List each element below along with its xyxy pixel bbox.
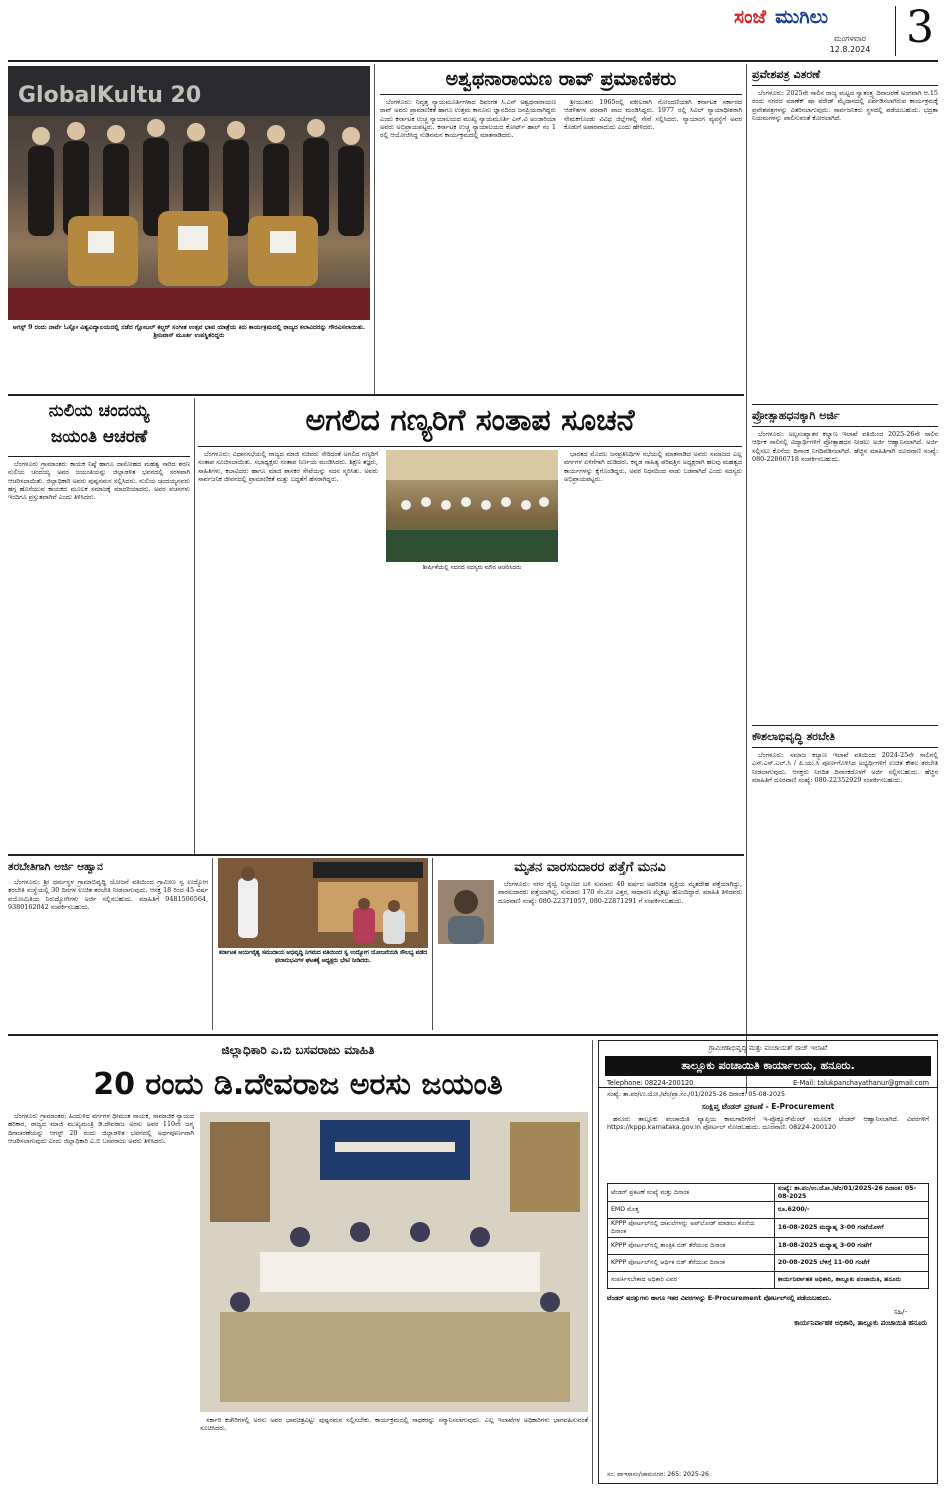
brand-sanje: ಸಂಜೆ bbox=[734, 6, 767, 28]
tender-row-label: KPPP ಪೋರ್ಟಲ್‌ನಲ್ಲಿ ಆರ್ಥಿಕ ಬಿಡ್ ತೆರೆಯುವ ದಿನಾಂಕ bbox=[608, 1255, 775, 1272]
brand-mugilu: ಮುಗಿಲು bbox=[775, 6, 828, 28]
tender-row-value: 20-08-2025 ಬೆಳಿಗ್ಗೆ 11-00 ಗಂಟೆಗೆ bbox=[774, 1255, 928, 1272]
masthead-date: 12.8.2024 bbox=[829, 45, 871, 54]
tender-row-label: EMD ಮೊತ್ತ bbox=[608, 1202, 775, 1219]
main-body-col3 bbox=[564, 450, 742, 850]
tender-sign: ಸಹಿ/- bbox=[893, 1308, 907, 1317]
devaraj-body-col2 bbox=[200, 1416, 588, 1484]
tender-para: ಹನೂರು ತಾಲ್ಲೂಕು ಪಂಚಾಯಿತಿ ವ್ಯಾಪ್ತಿಯ ಕಾಮಗಾರಿಗಳಿಗೆ ಇ-ಪ್ರೊಕ್ಯೂರ್‌ಮೆಂಟ್ ಮೂಲಕ ಟೆಂಡರ್ ಆಹ್ವಾನಿಸಲಾಗಿದೆ. ವಿವರಗಳಿಗೆ https://kppp.karnataka.gov.in ಪೋರ್ಟಲ್ ನೋಡಬಹುದು. ದೂರವಾಣಿ: 08224-200120 bbox=[607, 1115, 929, 1132]
missing-person-image bbox=[438, 880, 494, 944]
skill-training-para: ಬೆಂಗಳೂರು: ಸಮಾಜ ಕಲ್ಯಾಣ ಇಲಾಖೆ ವತಿಯಿಂದ 2024-25ನೇ ಸಾಲಿನಲ್ಲಿ ಎಸ್.ಎಸ್.ಎಲ್.ಸಿ / ಪಿ.ಯು.ಸಿ ಪೂರ್ಣಗೊಳಿಸಿದ ಅಭ್ಯರ್ಥಿಗಳಿಗೆ ಉಚಿತ ಕೌಶಲ ತರಬೇತಿ ನೀಡಲಾಗುವುದು. ಆಸಕ್ತರು ನಿಗದಿತ ದಿನಾಂಕದೊಳಗೆ ಅರ್ಜಿ ಸಲ್ಲಿಸಬಹುದು. ಹೆಚ್ಚಿನ ಮಾಹಿತಿಗೆ ದೂರವಾಣಿ ಸಂಖ್ಯೆ: 080-22352929 ಸಂಪರ್ಕಿಸಬಹುದು. bbox=[752, 751, 938, 784]
mrutha-photo bbox=[438, 880, 494, 944]
center-photo bbox=[218, 858, 428, 948]
mrutha-para: ಬೆಂಗಳೂರು: ನಗರ ರೈಲ್ವೆ ನಿಲ್ದಾಣದ ಬಳಿ ಸುಮಾರು 40 ವರ್ಷದ ಅಪರಿಚಿತ ವ್ಯಕ್ತಿಯ ಮೃತದೇಹ ಪತ್ತೆಯಾಗಿದ್ದು, ವಾರಸುದಾರರು ಪತ್ತೆಯಾಗಿಲ್ಲ. ಸುಮಾರು 170 ಸೆಂ.ಮೀ ಎತ್ತರ, ಸಾಧಾರಣ ಮೈಕಟ್ಟು ಹೊಂದಿದ್ದಾರೆ. ಮಾಹಿತಿ ತಿಳಿದವರು ದೂರವಾಣಿ ಸಂಖ್ಯೆ: 080-22371057, 080-22871291 ಗೆ ಸಂಪರ್ಕಿಸಬಹುದು. bbox=[498, 880, 742, 905]
top-photo bbox=[8, 66, 370, 320]
tender-row-label: KPPP ಪೋರ್ಟಲ್‌ನಲ್ಲಿ ತಾಂತ್ರಿಕ ಬಿಡ್ ತೆರೆಯುವ ದಿನಾಂಕ bbox=[608, 1238, 775, 1255]
right-column bbox=[752, 64, 938, 1094]
tender-org: ಗ್ರಾಮೀಣಾಭಿವೃದ್ಧಿ ಮತ್ತು ಪಂಚಾಯತ್ ರಾಜ್ ಇಲಾಖೆ bbox=[708, 1044, 828, 1052]
training-body bbox=[8, 878, 208, 1028]
tender-telephone: Telephone: 08224-200120 bbox=[607, 1079, 694, 1087]
assembly-hall-image bbox=[386, 450, 558, 562]
page-number: 3 bbox=[906, 2, 934, 53]
tender-email: E-Mail: talukpanchayathanur@gmail.com bbox=[793, 1079, 929, 1087]
meeting-hall-image bbox=[200, 1112, 588, 1412]
ashwath-headline: ಅಶ್ವಥನಾರಾಯಣ ರಾವ್ ಪ್ರಮಾಣಿಕರು bbox=[445, 68, 677, 90]
tender-dipr: ಸಂ: ವಾಇಸಾಸಂ/ಚಾಮನಗರ: 265: 2025-26 bbox=[607, 1471, 709, 1478]
main-body-col1 bbox=[198, 450, 378, 850]
tender-notice bbox=[598, 1040, 938, 1484]
tender-row-value: ರೂ.6200/- bbox=[774, 1202, 928, 1219]
tender-ref: ಸಂಖ್ಯೆ: ತಾ.ಪಂ/ಉ.ಯೋ./ಟೆಂ/ಪ್ರಾ.ಸಂ./01/2025-26 ದಿನಾಂಕ: 05-08-2025 bbox=[607, 1091, 785, 1098]
svg-text:GlobalKultu 20: GlobalKultu 20 bbox=[18, 83, 202, 108]
ashwath-body-col1 bbox=[380, 98, 556, 390]
assembly-photo-caption: ಶೀರ್ಷಿಕೆಯಲ್ಲಿ ಸದನದ ಸದಸ್ಯರು ಮೌನ ಆಚರಿಸಿದರು bbox=[422, 564, 522, 571]
tender-row bbox=[608, 1184, 929, 1202]
masthead-brand-logo bbox=[734, 6, 894, 34]
nuliya-headline bbox=[8, 398, 190, 454]
mrutha-headline: ಮೃತನ ವಾರಸುದಾರರ ಪತ್ತೆಗೆ ಮನವಿ bbox=[514, 860, 666, 875]
main-para: ಭಾರತದ ಮೊದಲ ಜನಪ್ರತಿನಿಧಿಗಳ ಸಭೆಯಲ್ಲಿ ಮಾತನಾಡಿದ ಅವರು ಸಮಾಜದ ಎಲ್ಲ ವರ್ಗಗಳ ಏಳಿಗೆಗಾಗಿ ದುಡಿದರು. ಕನ್ನಡ ಸಾಹಿತ್ಯ ಪರಿಷತ್ತಿನ ಅಧ್ಯಕ್ಷರಾಗಿ ಹಲವು ಮಹತ್ವದ ಕಾರ್ಯಗಳನ್ನು ಕೈಗೊಂಡಿದ್ದರು. ಅವರ ನಿಧನದಿಂದ ನಾಡು ಬಡವಾಗಿದೆ ಎಂದು ಸದಸ್ಯರು ಅಭಿಪ್ರಾಯಪಟ್ಟರು. bbox=[564, 450, 742, 483]
training-headline: ತರಬೇತಿಗಾಗಿ ಅರ್ಜಿ ಆಹ್ವಾನ bbox=[8, 861, 103, 873]
nuliya-headline-line2: ಜಯಂತಿ ಆಚರಣೆ bbox=[50, 427, 148, 447]
entry-pass-heading: ಪ್ರವೇಶಪತ್ರ ವಿತರಣೆ bbox=[752, 64, 938, 86]
tender-table-wrap bbox=[599, 1179, 937, 1289]
ashwath-para: ಶ್ರೀಯುತರು 1965ರಲ್ಲಿ ವಕೀಲರಾಗಿ ನೋಂದಣಿಯಾಗಿ ಕರ್ನಾಟಕ ಸರ್ಕಾರದ ಆಡಳಿತಗಳ ಪರವಾಗಿ ವಾದ ಮಂಡಿಸಿದ್ದರು. 1977 ರಲ್ಲಿ ಸಿವಿಲ್ ನ್ಯಾಯಾಧೀಶರಾಗಿ ನೇಮಕಗೊಂಡು ವಿವಿಧ ಜಿಲ್ಲೆಗಳಲ್ಲಿ ಸೇವೆ ಸಲ್ಲಿಸಿದರು. ನ್ಯಾಯಾಂಗ ವ್ಯವಸ್ಥೆಗೆ ಅವರ ಕೊಡುಗೆ ಅಪಾರವಾದುದು ಎಂದು ಹೇಳಿದರು. bbox=[564, 98, 742, 131]
ashwath-para: ಬೆಂಗಳೂರು: ನಿವೃತ್ತ ನ್ಯಾಯಮೂರ್ತಿಗಳಾದ ದಿವಂಗತ ಸಿ.ಎನ್ ಅಶ್ವಥನಾರಾಯಣ ರಾವ್ ಅವರು ಪ್ರಾಮಾಣಿಕತೆ ಹಾಗೂ ಉತ್ತಮ ಕಾನೂನು ಜ್ಞಾನದಿಂದ ಜನಪ್ರಿಯರಾಗಿದ್ದರು ಎಂದು ಕರ್ನಾಟಕ ಉಚ್ಚ ನ್ಯಾಯಾಲಯದ ಮುಖ್ಯ ನ್ಯಾಯಮೂರ್ತಿ ಎನ್.ವಿ ಅಂಜಾರಿಯಾ ಅವರು ಅಭಿಪ್ರಾಯಪಟ್ಟರು. ಕರ್ನಾಟಕ ಉಚ್ಚ ನ್ಯಾಯಾಲಯದ ಕೋರ್ಟ್ ಹಾಲ್ ನಂ 1 ರಲ್ಲಿ ಆಯೋಜಿಸಿದ್ದ ನುಡಿನಮನ ಕಾರ್ಯಕ್ರಮದಲ್ಲಿ ಮಾತನಾಡಿದರು. bbox=[380, 98, 556, 140]
tender-row-value: ಕಾರ್ಯನಿರ್ವಾಹಕ ಅಧಿಕಾರಿ, ತಾಲ್ಲೂಕು ಪಂಚಾಯಿತಿ, ಹನೂರು bbox=[774, 1272, 928, 1289]
tender-row bbox=[608, 1255, 929, 1272]
tender-row-value: ಸಂಖ್ಯೆ: ತಾ.ಪಂ/ಉ.ಯೋ./ಟೆಂ/01/2025-26 ದಿನಾಂಕ: 05-08-2025 bbox=[774, 1184, 928, 1202]
tender-title: ಸಂಕ್ಷಿಪ್ತ ಟೆಂಡರ್ ಪ್ರಕಟಣೆ - E-Procurement bbox=[701, 1102, 835, 1111]
tender-row-label: ಸಂಪರ್ಕಿಸಬೇಕಾದ ಅಧಿಕಾರಿ ವಿವರ bbox=[608, 1272, 775, 1289]
tender-row-label: ಟೆಂಡರ್ ಪ್ರಕಟಣೆ ಸಂಖ್ಯೆ ಮತ್ತು ದಿನಾಂಕ bbox=[608, 1184, 775, 1202]
center-photo-caption: ಕರ್ನಾಟಕ ಆರ್ಯವೈಶ್ಯ ಸಮುದಾಯ ಅಭಿವೃದ್ಧಿ ನಿಗಮದ ವತಿಯಿಂದ ಸ್ವ ಉದ್ಯೋಗ ಯೋಜನೆಯಡಿ ಸೌಲಭ್ಯ ಪಡೆದ ಫಲಾನುಭವಿಗಳ ಘಟಕಕ್ಕೆ ಅಧ್ಯಕ್ಷರು ಭೇಟಿ ನೀಡಿದರು. bbox=[218, 950, 428, 964]
ashwath-body-col2 bbox=[564, 98, 742, 390]
skill-training-heading: ಕೌಶಲಾಭಿವೃದ್ಧಿ ತರಬೇತಿ bbox=[752, 725, 938, 748]
tender-table bbox=[607, 1183, 929, 1289]
incentive-heading: ಪ್ರೋತ್ಸಾಹಧನಕ್ಕಾಗಿ ಅರ್ಜಿ bbox=[752, 404, 938, 427]
nuliya-headline-line1: ನುಲಿಯ ಚಂದಯ್ಯ bbox=[48, 401, 150, 421]
main-para: ಬೆಂಗಳೂರು: ವಿಧಾನಸಭೆಯಲ್ಲಿ ರಾಜ್ಯದ ಮಾಜಿ ಸಚಿವರು ಸೇರಿದಂತೆ ಅಗಲಿದ ಗಣ್ಯರಿಗೆ ಸಂತಾಪ ಸೂಚಿಸಲಾಯಿತು. ಸಭಾಧ್ಯಕ್ಷರು ಸಂತಾಪ ನಿರ್ಣಯ ಮಂಡಿಸಿದರು. ಶಿಕ್ಷಣ ತಜ್ಞರು, ಸಾಹಿತಿಗಳು, ಕಲಾವಿದರು ಹಾಗೂ ಮಾಜಿ ಶಾಸಕರ ಸೇವೆಯನ್ನು ಸದನ ಸ್ಮರಿಸಿತು. ಅವರು ಸಾರ್ವಜನಿಕ ಜೀವನದಲ್ಲಿ ಪ್ರಾಮಾಣಿಕತೆ ಮತ್ತು ಬದ್ಧತೆಗೆ ಹೆಸರಾಗಿದ್ದರು. bbox=[198, 450, 378, 483]
award-ceremony-image bbox=[8, 66, 370, 320]
nuliya-body bbox=[8, 460, 190, 850]
devaraj-headline: 20 ರಂದು ಡಿ.ದೇವರಾಜ ಅರಸು ಜಯಂತಿ bbox=[93, 1067, 503, 1102]
tender-signatory: ಕಾರ್ಯನಿರ್ವಾಹಕ ಅಧಿಕಾರಿ, ತಾಲ್ಲೂಕು ಪಂಚಾಯಿತಿ ಹನೂರು bbox=[794, 1319, 927, 1328]
tender-footer: ಟೆಂಡರ್ ಷರತ್ತುಗಳು ಹಾಗೂ ಇತರ ವಿವರಗಳನ್ನು E-Procurement ಪೋರ್ಟಲ್‌ನಲ್ಲಿ ಪಡೆಯಬಹುದು. bbox=[607, 1294, 832, 1302]
entry-pass-body bbox=[752, 89, 938, 404]
training-para: ಬೆಂಗಳೂರು: ಶ್ರೀ ಧರ್ಮಸ್ಥಳ ಗ್ರಾಮಾಭಿವೃದ್ಧಿ ಯೋಜನೆ ವತಿಯಿಂದ ಗ್ರಾಮೀಣ ಸ್ವ ಉದ್ಯೋಗ ತರಬೇತಿ ಸಂಸ್ಥೆಯಲ್ಲಿ 30 ದಿನಗಳ ಉಚಿತ ತರಬೇತಿ ನೀಡಲಾಗುವುದು. ಆಸಕ್ತ 18 ರಿಂದ 45 ವರ್ಷ ವಯೋಮಿತಿಯ ನಿರುದ್ಯೋಗಿಗಳು ಅರ್ಜಿ ಸಲ್ಲಿಸಬಹುದು. ಮಾಹಿತಿಗೆ 9481506564, 9380162042 ಸಂಪರ್ಕಿಸಬಹುದು. bbox=[8, 878, 208, 911]
tender-row bbox=[608, 1272, 929, 1289]
devaraj-photo bbox=[200, 1112, 588, 1412]
tender-office: ತಾಲ್ಲೂಕು ಪಂಚಾಯಿತಿ ಕಾರ್ಯಾಲಯ, ಹನೂರು. bbox=[605, 1056, 931, 1076]
top-photo-caption: ಆಗಸ್ಟ್ 9 ರಂದು ನಾರ್ವೆ ಓಸ್ಲೋ ವಿಶ್ವವಿದ್ಯಾಲಯದಲ್ಲಿ ನಡೆದ ಗ್ಲೋಬಲ್ ಕಲ್ಚರ್ ಸಂಗೀತ ಉತ್ಸವ ಭಾವ ಯಾತ್ರೆಯ ಕಿರು ಕಾರ್ಯಕ್ರಮದಲ್ಲಿ ರಾಜ್ಯದ ಕಲಾವಿದರನ್ನು ಗೌರವಿಸಲಾಯಿತು. ಶ್ರೀನಿವಾಸ್ ಮೂರ್ತಿ ಉಪಸ್ಥಿತರಿದ್ದರು bbox=[12, 324, 366, 340]
shop-visit-image bbox=[218, 858, 428, 948]
mrutha-body bbox=[498, 880, 742, 1030]
masthead bbox=[0, 0, 945, 60]
masthead-day: ಮಂಗಳವಾರ bbox=[833, 34, 866, 43]
devaraj-para: ಬೆಂಗಳೂರು ಗ್ರಾಮಾಂತರ: ಹಿಂದುಳಿದ ವರ್ಗಗಳ ಧೀಮಂತ ನಾಯಕ, ಸಾಮಾಜಿಕ ನ್ಯಾಯದ ಹರಿಕಾರ, ರಾಜ್ಯದ ಮಾಜಿ ಮುಖ್ಯಮಂತ್ರಿ ಡಿ.ದೇವರಾಜ ಅರಸು ಅವರ 110ನೇ ಜನ್ಮ ದಿನಾಚರಣೆಯನ್ನು ಆಗಸ್ಟ್ 20 ರಂದು ಜಿಲ್ಲಾಡಳಿತ ಭವನದಲ್ಲಿ ಅರ್ಥಪೂರ್ಣವಾಗಿ ಆಚರಿಸಲಾಗುವುದು ಎಂದು ಜಿಲ್ಲಾಧಿಕಾರಿ ಎ.ಬಿ ಬಸವರಾಜು ಅವರು ತಿಳಿಸಿದರು. bbox=[8, 1112, 194, 1145]
nuliya-para: ಬೆಂಗಳೂರು ಗ್ರಾಮಾಂತರ: ಕಾಯಕ ನಿಷ್ಠೆ ಹಾಗೂ ದಾಸೋಹದ ಮಹತ್ವ ಸಾರಿದ ಶರಣ ನುಲಿಯ ಚಂದಯ್ಯ ಅವರ ಜಯಂತಿಯನ್ನು ಜಿಲ್ಲಾಡಳಿತ ಭವನದಲ್ಲಿ ಸರಳವಾಗಿ ಆಚರಿಸಲಾಯಿತು. ಜಿಲ್ಲಾಧಿಕಾರಿ ಅವರು ಪುಷ್ಪನಮನ ಸಲ್ಲಿಸಿದರು. ನುಲಿಯ ಚಂದಯ್ಯನವರು ಹಗ್ಗ ಹೊಸೆಯುವ ಕಾಯಕದ ಮೂಲಕ ಸಮಾಜಕ್ಕೆ ಮಾದರಿಯಾದರು. ಅವರ ವಚನಗಳು ಇಂದಿಗೂ ಪ್ರಸ್ತುತವಾಗಿವೆ ಎಂದು ತಿಳಿಸಿದರು. bbox=[8, 460, 190, 502]
assembly-photo bbox=[386, 450, 558, 562]
tender-row-value: 16-08-2025 ಮಧ್ಯಾಹ್ನ 3-00 ಗಂಟೆಯೊಳಗೆ bbox=[774, 1219, 928, 1238]
devaraj-kicker: ಜಿಲ್ಲಾಧಿಕಾರಿ ಎ.ಬಿ ಬಸವರಾಜು ಮಾಹಿತಿ bbox=[221, 1043, 375, 1057]
tender-body bbox=[599, 1115, 937, 1179]
incentive-para: ಬೆಂಗಳೂರು: ಅಲ್ಪಸಂಖ್ಯಾತರ ಕಲ್ಯಾಣ ಇಲಾಖೆ ವತಿಯಿಂದ 2025-26ನೇ ಸಾಲಿನ ಆರ್ಥಿಕ ಸಾಲಿನಲ್ಲಿ ವಿದ್ಯಾರ್ಥಿಗಳಿಗೆ ಪ್ರೋತ್ಸಾಹಧನ ನೀಡಲು ಅರ್ಜಿ ಆಹ್ವಾನಿಸಲಾಗಿದೆ. ಅರ್ಜಿ ಸಲ್ಲಿಸಲು ಕೊನೆಯ ದಿನಾಂಕ ನಿಗದಿಪಡಿಸಲಾಗಿದೆ. ಹೆಚ್ಚಿನ ಮಾಹಿತಿಗಾಗಿ ದೂರವಾಣಿ ಸಂಖ್ಯೆ: 080-22866718 ಸಂಪರ್ಕಿಸಬಹುದು. bbox=[752, 430, 938, 463]
tender-row bbox=[608, 1238, 929, 1255]
skill-training-body bbox=[752, 751, 938, 1081]
tender-row-label: KPPP ಪೋರ್ಟಲ್‌ನಲ್ಲಿ ದಾಖಲೆಗಳನ್ನು ಅಪ್‌ಲೋಡ್ ಮಾಡಲು ಕೊನೆಯ ದಿನಾಂಕ bbox=[608, 1219, 775, 1238]
incentive-body bbox=[752, 430, 938, 725]
tender-row bbox=[608, 1219, 929, 1238]
main-headline: ಅಗಲಿದ ಗಣ್ಯರಿಗೆ ಸಂತಾಪ ಸೂಚನೆ bbox=[305, 403, 635, 438]
tender-contact-line bbox=[599, 1079, 937, 1088]
devaraj-body-col1 bbox=[8, 1112, 194, 1484]
tender-row-value: 18-08-2025 ಮಧ್ಯಾಹ್ನ 3-00 ಗಂಟೆಗೆ bbox=[774, 1238, 928, 1255]
tender-row bbox=[608, 1202, 929, 1219]
entry-pass-para: ಬೆಂಗಳೂರು: 2025ನೇ ಸಾಲಿನ ರಾಜ್ಯ ಮಟ್ಟದ ಸ್ವಾತಂತ್ರ್ಯ ದಿನಾಚರಣೆ ಅಂಗವಾಗಿ ಆ.15 ರಂದು ನಗರದ ಮಾಣೆಕ್ ಷಾ ಪರೇಡ್ ಮೈದಾನದಲ್ಲಿ ಏರ್ಪಡಿಸಲಾಗಿರುವ ಕಾರ್ಯಕ್ರಮಕ್ಕೆ ಪ್ರವೇಶಪತ್ರಗಳನ್ನು ವಿತರಿಸಲಾಗುವುದು. ಸಾರ್ವಜನಿಕರು ಸ್ಥಳದಲ್ಲಿ ಪಡೆಯಬಹುದು. ಭದ್ರತಾ ನಿಯಮಗಳನ್ನು ಪಾಲಿಸುವಂತೆ ಕೋರಲಾಗಿದೆ. bbox=[752, 89, 938, 122]
devaraj-para: ಸರ್ಕಾರಿ ಕಚೇರಿಗಳಲ್ಲಿ ಅರಸು ಅವರ ಭಾವಚಿತ್ರವಿಟ್ಟು ಪುಷ್ಪನಮನ ಸಲ್ಲಿಸಬೇಕು. ಕಾರ್ಯಕ್ರಮದಲ್ಲಿ ಸಾಧಕರನ್ನು ಸನ್ಮಾನಿಸಲಾಗುವುದು. ಎಲ್ಲ ಇಲಾಖೆಗಳ ಅಧಿಕಾರಿಗಳು ಭಾಗವಹಿಸುವಂತೆ ಸೂಚಿಸಿದರು. bbox=[200, 1416, 588, 1433]
